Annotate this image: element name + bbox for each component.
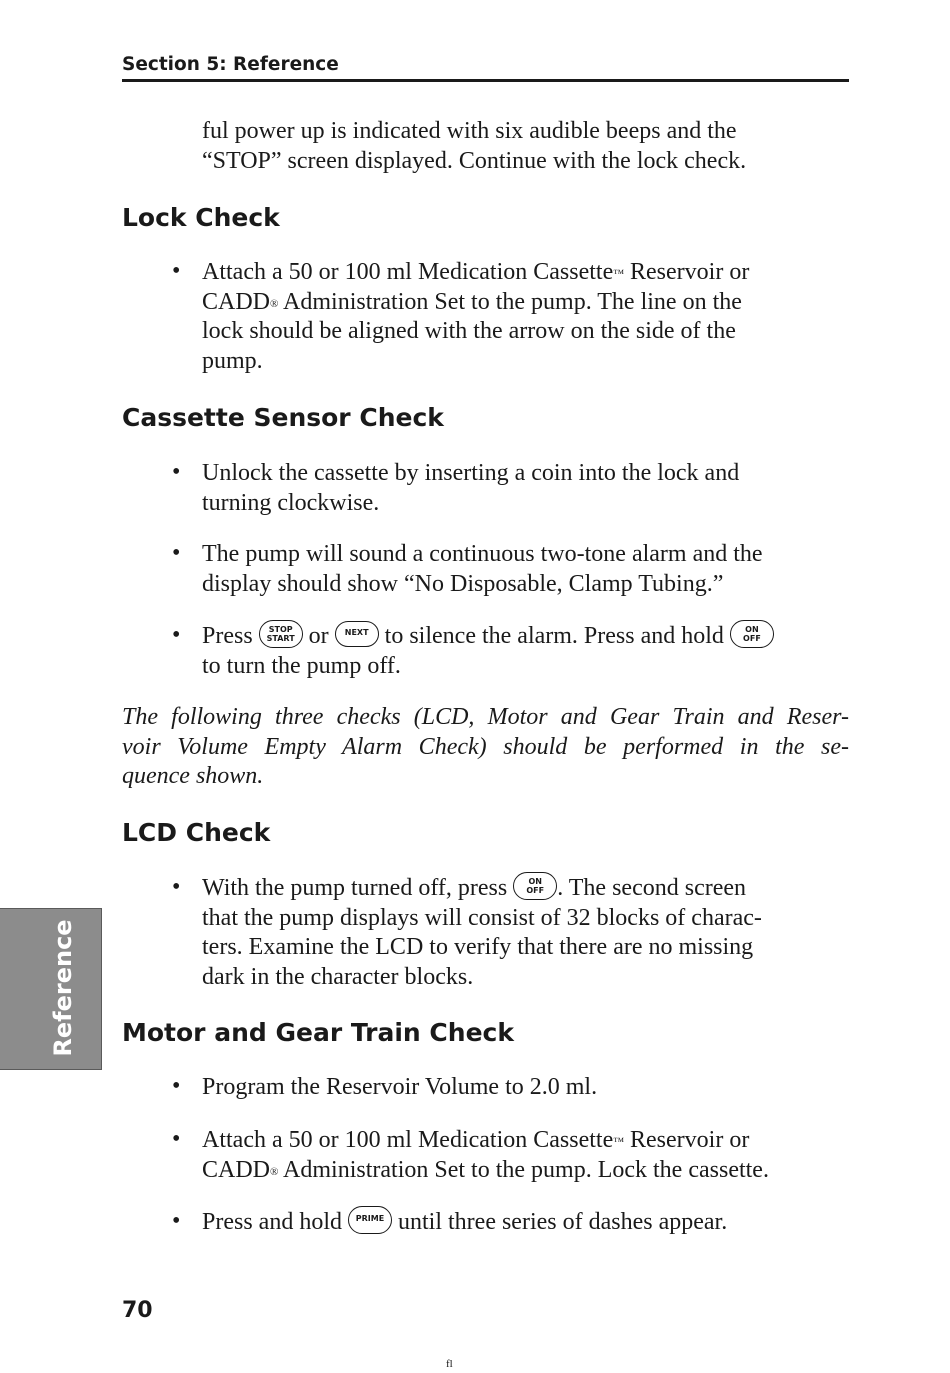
motor-bullet-program: Program the Reservoir Volume to 2.0 ml. (202, 1074, 598, 1100)
prime-key-icon: PRIME (348, 1206, 392, 1234)
cassette-bullet-silence: Press STOP START or NEXT to silence the alarm. Press and hold ON OFF to turn the pump off. (202, 622, 852, 681)
motor-gear-heading: Motor and Gear Train Check (122, 1018, 514, 1047)
sequence-note: The following three checks (LCD, Motor and Gear Train and Reser- voir Volume Empty Alarm Check) should be performed in the se- quence shown. (122, 704, 849, 790)
on-off-key-icon: ON OFF (513, 872, 557, 900)
intro-paragraph (202, 117, 746, 176)
header-rule (122, 79, 849, 82)
reference-side-tab-label: Reference (49, 919, 77, 1057)
bullet-glyph: • (172, 622, 181, 648)
bullet-glyph: • (172, 1208, 181, 1234)
lock-check-bullet: Attach a 50 or 100 ml Medication Cassette™ Reservoir or CADD® Administration Set to the pump. The line on the lock should be aligned with the arrow on the side of the pump. (202, 259, 750, 374)
lcd-check-bullet: With the pump turned off, press ON OFF . The second screen that the pump displays will consist of 32 blocks of charac- ters. Examine the LCD to verify that there are no missing dark in the character blocks. (202, 874, 852, 992)
motor-bullet-prime: Press and hold PRIME until three series of dashes appear. (202, 1208, 852, 1238)
bullet-glyph: • (172, 1126, 181, 1152)
bullet-glyph: • (172, 459, 181, 485)
cassette-bullet-alarm: The pump will sound a continuous two-tone alarm and the display should show “No Disposable, Clamp Tubing.” (202, 541, 763, 597)
footer-mark: fl (446, 1358, 453, 1370)
page-number: 70 (122, 1298, 153, 1323)
bullet-glyph: • (172, 258, 181, 284)
lock-check-heading: Lock Check (122, 203, 280, 232)
cassette-bullet-unlock: Unlock the cassette by inserting a coin into the lock and turning clockwise. (202, 460, 740, 516)
stop-start-key-icon: STOP START (259, 620, 303, 648)
bullet-glyph: • (172, 874, 181, 900)
motor-bullet-attach: Attach a 50 or 100 ml Medication Cassette™ Reservoir or CADD® Administration Set to the pump. Lock the cassette. (202, 1127, 769, 1183)
cassette-sensor-heading: Cassette Sensor Check (122, 403, 444, 432)
intro-line: ful power up is indicated with six audible beeps and the (202, 118, 737, 144)
lcd-check-heading: LCD Check (122, 818, 271, 847)
bullet-glyph: • (172, 540, 181, 566)
on-off-key-icon: ON OFF (730, 620, 774, 648)
next-key-icon: NEXT (335, 621, 379, 647)
section-header: Section 5: Reference (122, 54, 339, 75)
intro-line: “STOP” screen displayed. Continue with the lock check. (202, 147, 747, 174)
bullet-glyph: • (172, 1073, 181, 1099)
